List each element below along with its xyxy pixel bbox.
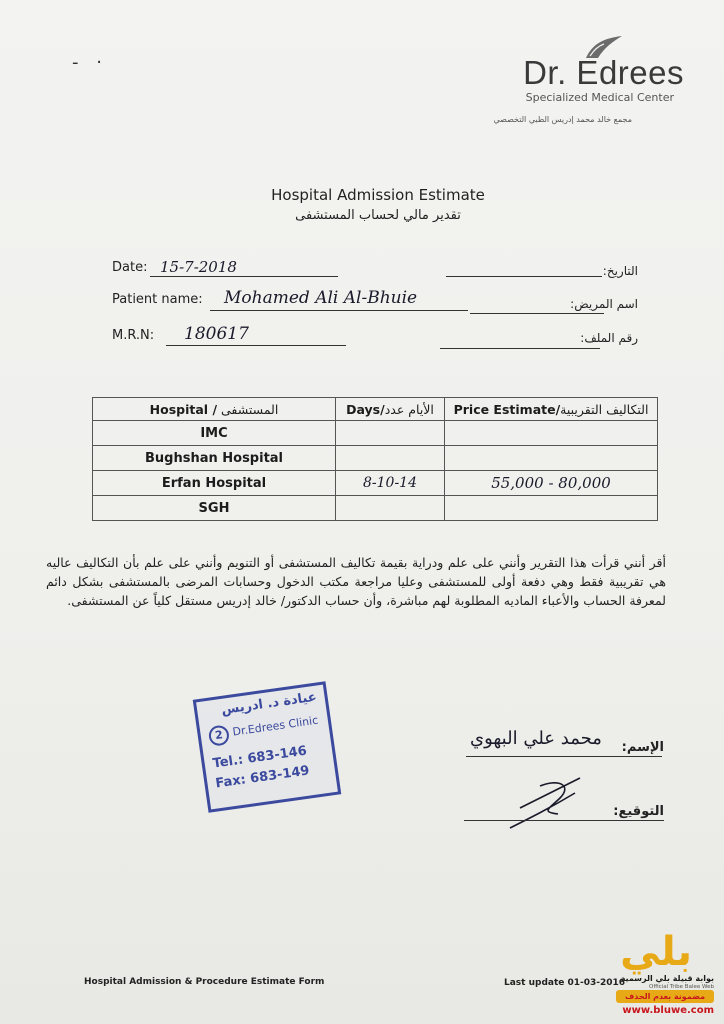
signature-label-arabic: التوقيع: <box>613 804 664 819</box>
declaration-text: أقر أنني قرأت هذا التقرير وأنني على علم ودراية بقيمة تكاليف المستشفى أو التنويم وأنني على علم بأن التكاليف عاليه هي تقريبية فقط وهي دفعة أولى للمستشفى وعليا مراجعة مكتب الدخول وحسابات المرضى بالمستشفى بشكل دائم لمعرفة الحساب والأعباء الماديه المطلوبة لهم مباشرة، وأن حساب الدكتور/ خالد إدريس مستقل كلياً عن المستشفى. <box>46 555 666 608</box>
patient-name-label: Patient name: <box>112 292 203 307</box>
estimate-table <box>92 397 658 521</box>
watermark-url: www.bluwe.com <box>622 1005 714 1016</box>
mrn-line <box>166 345 346 346</box>
table-header-row <box>93 398 658 421</box>
date-line-ar <box>446 276 602 277</box>
days-cell <box>336 496 445 521</box>
watermark-site-arabic: بوابة قبيلة بلي الرسمية <box>620 974 714 983</box>
patient-line-ar <box>470 313 604 314</box>
logo-subtitle: Specialized Medical Center <box>525 91 674 104</box>
patient-name-value: Mohamed Ali Al-Bhuie <box>224 288 418 308</box>
header-price: Price Estimate/التكاليف التقريبية <box>445 398 658 421</box>
watermark-slogan: مضمونة بعدم الحذف <box>616 990 714 1003</box>
form-title-arabic: تقدير مالي لحساب المستشفى <box>295 208 461 223</box>
date-value: 15-7-2018 <box>160 258 237 276</box>
date-label-arabic: التاريخ: <box>602 264 638 278</box>
watermark-logo: بلي <box>620 929 692 975</box>
price-cell <box>445 446 658 471</box>
table-row <box>93 446 658 471</box>
table-row <box>93 471 658 496</box>
table-row <box>93 421 658 446</box>
header-days: Days/ الأيام عدد <box>336 398 445 421</box>
stamp-fax: Fax: 683-149 <box>214 763 311 792</box>
logo-name: Dr. Edrees <box>523 54 684 91</box>
watermark-site-english: Official Tribe Balee Web <box>649 984 714 990</box>
name-line <box>466 756 662 757</box>
mrn-label-arabic: رقم الملف: <box>580 331 638 345</box>
logo-arabic: مجمع خالد محمد إدريس الطبي التخصصي <box>493 115 632 124</box>
corner-marks: - · <box>72 52 108 73</box>
date-label: Date: <box>112 260 148 275</box>
name-label-arabic: الإسم: <box>621 740 664 755</box>
stamp-number: 2 <box>208 724 231 747</box>
signature-name-value: محمد علي البهوي <box>470 728 602 749</box>
patient-name-line <box>210 310 468 311</box>
days-cell <box>336 446 445 471</box>
form-title: Hospital Admission Estimate <box>271 186 485 204</box>
stamp-clinic-name: Dr.Edrees Clinic <box>231 713 319 739</box>
site-watermark <box>614 926 716 1018</box>
hospital-cell: SGH <box>93 496 336 521</box>
signature-scribble <box>480 768 600 838</box>
header-hospital: Hospital / المستشفى <box>93 398 336 421</box>
hospital-cell: IMC <box>93 421 336 446</box>
mrn-line-ar <box>440 348 600 349</box>
clinic-stamp <box>193 681 342 813</box>
patient-name-label-arabic: اسم المريض: <box>570 297 638 311</box>
table-row <box>93 496 658 521</box>
price-cell: 55,000 - 80,000 <box>445 471 658 496</box>
mrn-label: M.R.N: <box>112 328 155 343</box>
mrn-value: 180617 <box>184 324 249 344</box>
stamp-tel: Tel.: 683-146 <box>211 743 308 772</box>
signature-line <box>464 820 664 821</box>
days-cell: 8-10-14 <box>336 471 445 496</box>
hospital-cell: Bughshan Hospital <box>93 446 336 471</box>
date-line <box>150 276 338 277</box>
stamp-arabic: عيادة د. ادريس <box>220 689 318 718</box>
footer-form-name: Hospital Admission & Procedure Estimate Form <box>84 977 325 987</box>
price-cell <box>445 421 658 446</box>
price-cell <box>445 496 658 521</box>
days-cell <box>336 421 445 446</box>
footer-last-update: Last update 01-03-2016 <box>504 978 626 988</box>
hospital-cell: Erfan Hospital <box>93 471 336 496</box>
